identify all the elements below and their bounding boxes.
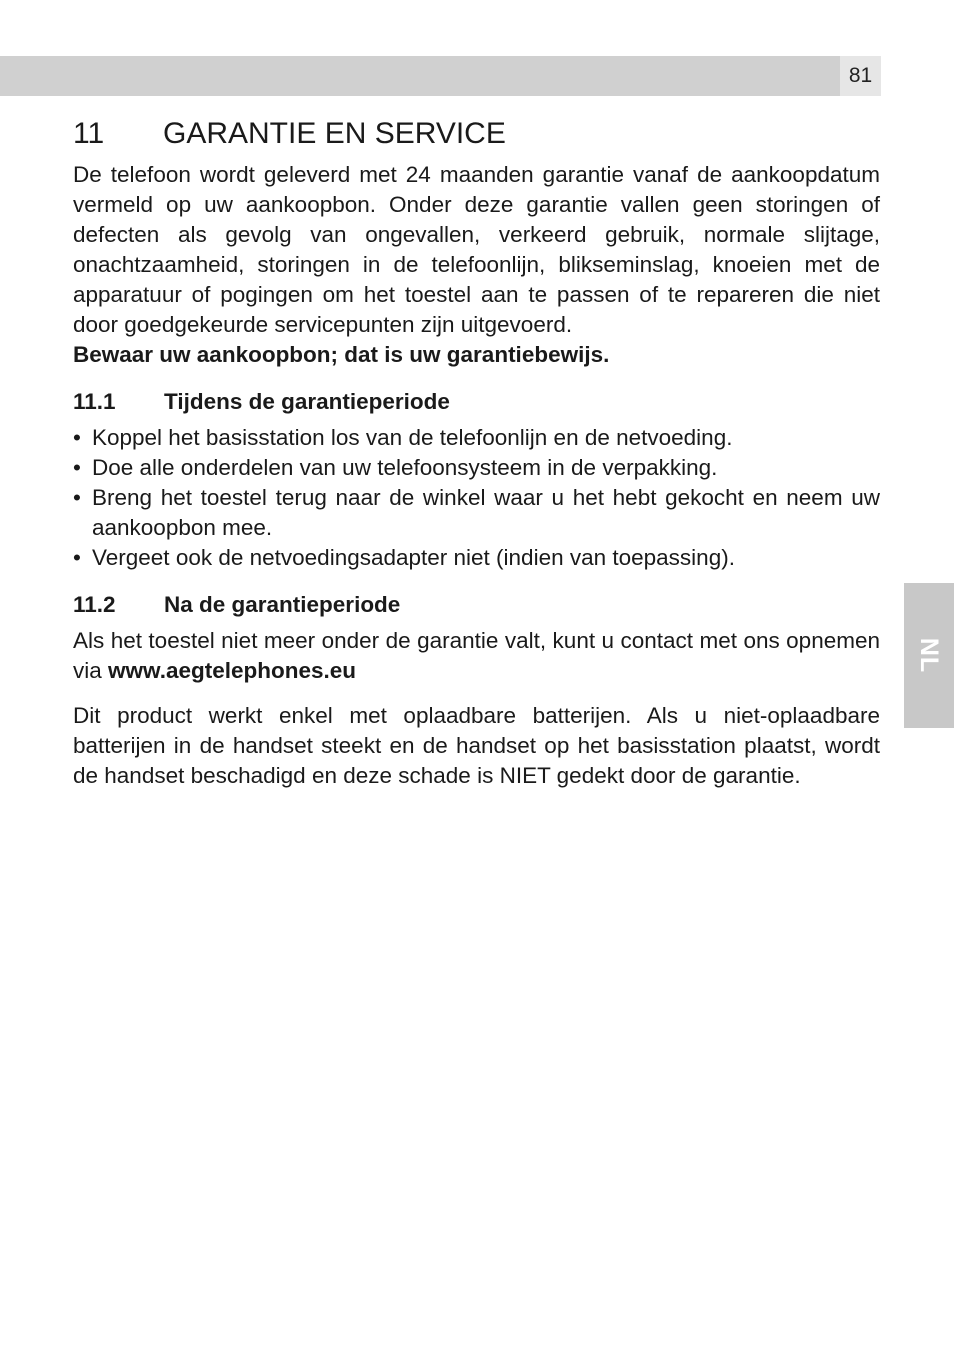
after-warranty-paragraph: [73, 626, 880, 686]
list-item: • Doe alle onderdelen van uw telefoonsysteem in de verpakking.: [73, 453, 880, 483]
section-title: GARANTIE EN SERVICE: [163, 117, 506, 150]
receipt-note: Bewaar uw aankoopbon; dat is uw garantiebewijs.: [73, 342, 610, 367]
header-bar: [0, 56, 840, 96]
subsection-heading-1: [73, 387, 880, 417]
warranty-steps-list: [73, 423, 880, 573]
website-link[interactable]: www.aegtelephones.eu: [108, 658, 357, 683]
subsection-number-2: 11.2: [73, 592, 116, 617]
after-warranty-text: Als het toestel niet meer onder de garantie valt, kunt u contact met ons opnemen via: [73, 628, 880, 683]
list-item: • Breng het toestel terug naar de winkel waar u het hebt gekocht en neem uw aankoopbon mee.: [73, 483, 880, 543]
subsection-title-1: Tijdens de garantieperiode: [164, 389, 450, 414]
section-heading: [73, 114, 880, 154]
subsection-heading-2: [73, 590, 880, 620]
subsection-number-1: 11.1: [73, 389, 116, 414]
battery-note-paragraph: Dit product werkt enkel met oplaadbare batterijen. Als u niet-oplaadbare batterijen in de handset steekt en de handset op het basisstation plaatst, wordt de handset beschadigd en deze schade is NIET gedekt door de garantie.: [73, 703, 880, 788]
page-number: 81: [840, 56, 881, 96]
list-item: • Vergeet ook de netvoedingsadapter niet (indien van toepassing).: [73, 543, 880, 573]
language-label: NL: [915, 637, 944, 674]
language-tab: [904, 583, 954, 728]
subsection-title-2: Na de garantieperiode: [164, 592, 401, 617]
list-item: • Koppel het basisstation los van de telefoonlijn en de netvoeding.: [73, 423, 880, 453]
intro-paragraph: De telefoon wordt geleverd met 24 maanden garantie vanaf de aankoopdatum vermeld op uw aankoopbon. Onder deze garantie vallen geen storingen of defecten als gevolg van ongevallen, verkeerd gebruik, normale slijtage, onachtzaamheid, storingen in de telefoonlijn, blikseminslag, knoeien met de apparatuur of pogingen om het toestel aan te passen of te repareren die niet door goedgekeurde servicepunten zijn uitgevoerd.: [73, 162, 880, 337]
page-content: [73, 114, 880, 791]
section-number: 11: [73, 117, 105, 150]
